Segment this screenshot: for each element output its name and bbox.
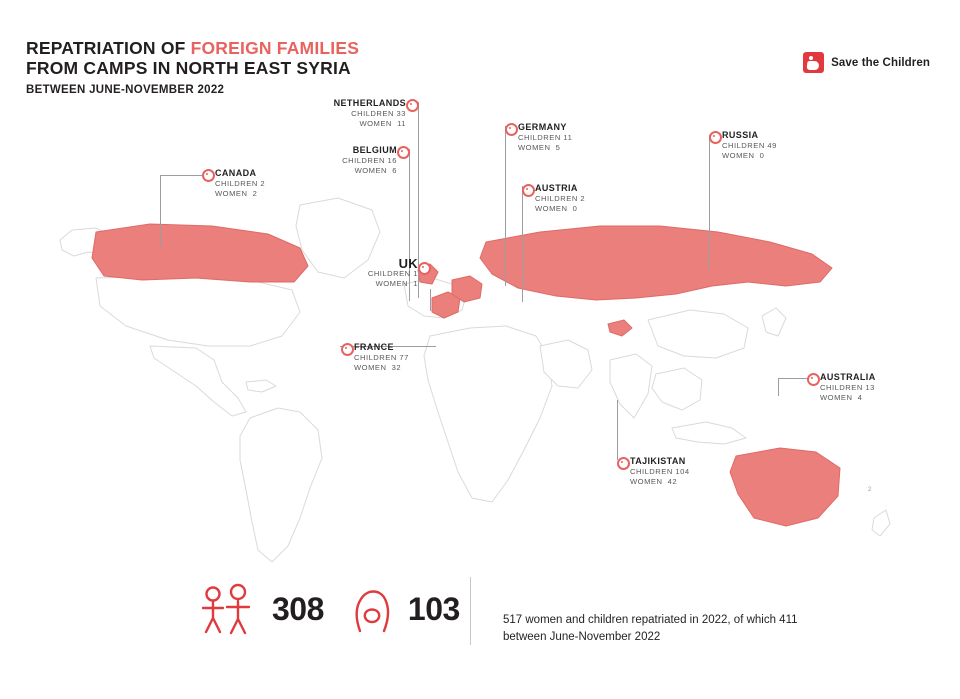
country-name: CANADA: [215, 168, 257, 178]
women-count: WOMEN 0: [535, 204, 578, 213]
leader-line-uk: [430, 289, 431, 311]
women-count: WOMEN 11: [359, 119, 406, 128]
map-pin-icon: [505, 123, 518, 136]
summary-text: 517 women and children repatriated in 2022, of which 411 between June-November 2022: [503, 614, 798, 643]
children-count: CHILDREN 2: [535, 194, 586, 203]
women-count: WOMEN 32: [354, 363, 402, 372]
country-name: UK: [398, 256, 418, 271]
map-pin-icon: [522, 184, 535, 197]
save-the-children-logo-icon: [803, 52, 824, 73]
women-total-number: 103: [407, 590, 460, 627]
country-name: GERMANY: [518, 122, 567, 132]
footer-divider: [470, 577, 471, 645]
callout-belgium[interactable]: [250, 145, 397, 176]
women-count: WOMEN 2: [215, 189, 258, 198]
brand-name: Save the Children: [831, 56, 930, 69]
title-accent: FOREIGN FAMILIES: [190, 38, 360, 58]
callout-germany[interactable]: [518, 122, 668, 153]
page-title: [26, 38, 526, 96]
map-pin-icon: [709, 131, 722, 144]
map-pin-icon: [617, 457, 630, 470]
callout-netherlands[interactable]: [258, 98, 406, 129]
country-name: RUSSIA: [722, 130, 759, 140]
children-total-stat: [196, 582, 324, 636]
callout-france[interactable]: [354, 342, 504, 373]
title-line-2: FROM CAMPS IN NORTH EAST SYRIA: [26, 58, 351, 78]
leader-line-australia-h: [778, 378, 810, 379]
callout-austria[interactable]: [535, 183, 685, 214]
map-pin-icon: [341, 343, 354, 356]
children-count: CHILDREN 16: [342, 156, 397, 165]
map-pin-icon: [397, 146, 410, 159]
women-count: WOMEN 4: [820, 393, 863, 402]
callout-australia[interactable]: [820, 372, 960, 403]
children-count: CHILDREN 104: [630, 467, 690, 476]
women-count: WOMEN 6: [354, 166, 397, 175]
map-pin-icon: [418, 262, 431, 275]
leader-line-canada-h: [160, 175, 202, 176]
callout-uk[interactable]: [286, 258, 418, 289]
children-count: CHILDREN 13: [820, 383, 875, 392]
map-pin-icon: [807, 373, 820, 386]
women-count: WOMEN 42: [630, 477, 678, 486]
subtitle: BETWEEN JUNE-NOVEMBER 2022: [26, 84, 225, 96]
brand-logo: [803, 52, 930, 73]
callout-tajikistan[interactable]: [630, 456, 780, 487]
children-count: CHILDREN 77: [354, 353, 409, 362]
women-count: WOMEN 1: [375, 279, 418, 288]
leader-line-tajikistan: [617, 400, 618, 460]
title-line-1: [26, 38, 526, 58]
title-part-1: REPATRIATION OF: [26, 38, 191, 58]
map-pin-icon: [406, 99, 419, 112]
leader-line-austria: [522, 186, 523, 302]
children-count: CHILDREN 1: [367, 269, 418, 278]
country-name: AUSTRIA: [535, 183, 578, 193]
country-name: AUSTRALIA: [820, 372, 876, 382]
footer: [0, 572, 960, 699]
tiny-mark: 2: [868, 487, 872, 493]
callout-russia[interactable]: [722, 130, 872, 161]
leader-line-germany: [505, 126, 506, 286]
country-name: TAJIKISTAN: [630, 456, 686, 466]
women-total-stat: [350, 584, 460, 634]
totals-group: [196, 582, 460, 636]
leader-line-russia: [709, 135, 710, 269]
map-pin-icon: [202, 169, 215, 182]
children-count: CHILDREN 11: [518, 133, 573, 142]
women-count: WOMEN 0: [722, 151, 765, 160]
country-name: FRANCE: [354, 342, 394, 352]
woman-head-icon: [350, 584, 394, 634]
children-total-number: 308: [272, 590, 324, 627]
children-count: CHILDREN 2: [215, 179, 266, 188]
country-name: NETHERLANDS: [333, 98, 406, 108]
country-name: BELGIUM: [352, 145, 397, 155]
leader-line-canada: [160, 175, 161, 247]
two-children-icon: [196, 582, 258, 636]
women-count: WOMEN 5: [518, 143, 561, 152]
children-count: CHILDREN 49: [722, 141, 777, 150]
children-count: CHILDREN 33: [351, 109, 406, 118]
leader-line-australia: [778, 378, 779, 396]
